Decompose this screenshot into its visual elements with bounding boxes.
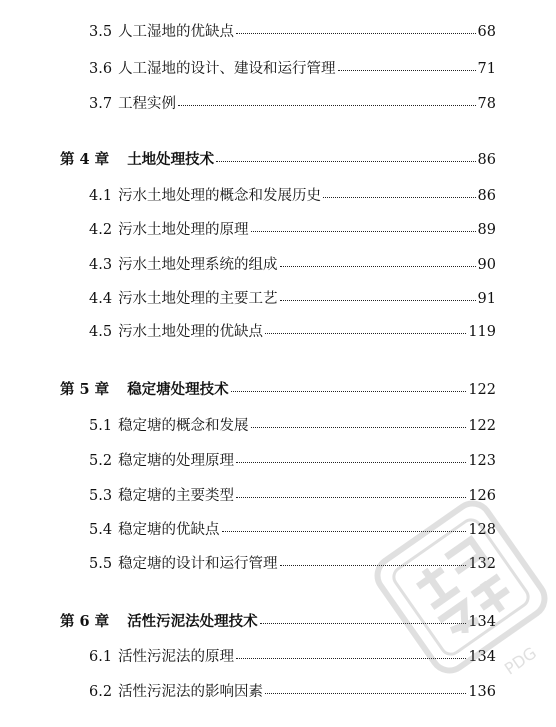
toc-entry[interactable] [89,484,496,505]
section-number: 5.4 [89,522,113,538]
dot-leader [265,333,466,334]
section-number: 6.2 [89,684,113,700]
dot-leader [178,105,475,106]
dot-leader [260,623,467,624]
dot-leader [236,462,466,463]
toc-entry[interactable] [89,287,496,308]
chapter-title: 稳定塘处理技术 [127,381,229,398]
watermark-text: PDG [500,643,540,679]
page-number: 78 [477,96,496,112]
toc-entry[interactable] [89,218,496,239]
page-number: 86 [477,152,496,168]
dot-leader [236,497,466,498]
page-number: 89 [477,222,496,238]
section-title: 稳定塘的概念和发展 [118,418,249,434]
page-number: 136 [468,684,496,700]
dot-leader [251,427,467,428]
page-number: 122 [468,382,496,398]
chapter-number: 第 5 章 [60,381,110,398]
section-title: 污水土地处理的原理 [118,222,249,238]
page-number: 90 [477,257,496,273]
dot-leader [251,231,476,232]
section-title: 稳定塘的主要类型 [118,488,235,504]
section-number: 3.6 [89,61,113,77]
toc-entry[interactable] [89,518,496,539]
dot-leader [280,300,476,301]
section-title: 污水土地处理的主要工艺 [118,291,278,307]
toc-entry[interactable] [89,449,496,470]
toc-chapter[interactable] [60,378,496,399]
page-number: 134 [468,649,496,665]
dot-leader [216,161,475,162]
section-title: 稳定塘的优缺点 [118,522,220,538]
section-number: 4.1 [89,188,113,204]
section-title: 稳定塘的设计和运行管理 [118,556,278,572]
section-number: 5.2 [89,453,113,469]
section-number: 6.1 [89,649,113,665]
toc-entry[interactable] [89,253,496,274]
page-number: 122 [468,418,496,434]
section-title: 人工湿地的优缺点 [118,24,235,40]
toc-entry[interactable] [89,57,496,78]
section-title: 污水土地处理的概念和发展历史 [118,188,322,204]
dot-leader [222,531,467,532]
page-number: 119 [468,324,496,340]
section-number: 5.3 [89,488,113,504]
dot-leader [338,70,476,71]
page-number: 128 [468,522,496,538]
chapter-number: 第 6 章 [60,613,110,630]
page-number: 71 [477,61,496,77]
page-number: 91 [477,291,496,307]
page-number: 132 [468,556,496,572]
toc-entry[interactable] [89,552,496,573]
dot-leader [280,565,467,566]
toc-entry[interactable] [89,92,496,113]
chapter-title: 活性污泥法处理技术 [127,613,258,630]
page-number: 126 [468,488,496,504]
toc-entry[interactable] [89,414,496,435]
chapter-number: 第 4 章 [60,151,110,168]
page-number: 134 [468,614,496,630]
dot-leader [280,266,476,267]
toc-entry[interactable] [89,645,496,666]
section-number: 4.2 [89,222,113,238]
section-title: 工程实例 [118,96,177,112]
dot-leader [236,658,466,659]
section-number: 5.1 [89,418,113,434]
dot-leader [323,197,475,198]
section-title: 污水土地处理的优缺点 [118,324,264,340]
toc-chapter[interactable] [60,610,496,631]
section-number: 3.5 [89,24,113,40]
section-title: 活性污泥法的影响因素 [118,684,264,700]
toc-entry[interactable] [89,20,496,41]
section-number: 5.5 [89,556,113,572]
page-number: 68 [477,24,496,40]
dot-leader [265,693,466,694]
section-title: 活性污泥法的原理 [118,649,235,665]
toc-entry[interactable] [89,184,496,205]
page-number: 123 [468,453,496,469]
toc-entry[interactable] [89,680,496,701]
section-number: 4.3 [89,257,113,273]
chapter-title: 土地处理技术 [127,151,215,168]
section-number: 3.7 [89,96,113,112]
section-number: 4.5 [89,324,113,340]
section-title: 稳定塘的处理原理 [118,453,235,469]
page-number: 86 [477,188,496,204]
section-title: 污水土地处理系统的组成 [118,257,278,273]
dot-leader [231,391,467,392]
section-title: 人工湿地的设计、建设和运行管理 [118,61,336,77]
toc-chapter[interactable] [60,148,496,169]
section-number: 4.4 [89,291,113,307]
toc-entry[interactable] [89,320,496,341]
dot-leader [236,33,475,34]
